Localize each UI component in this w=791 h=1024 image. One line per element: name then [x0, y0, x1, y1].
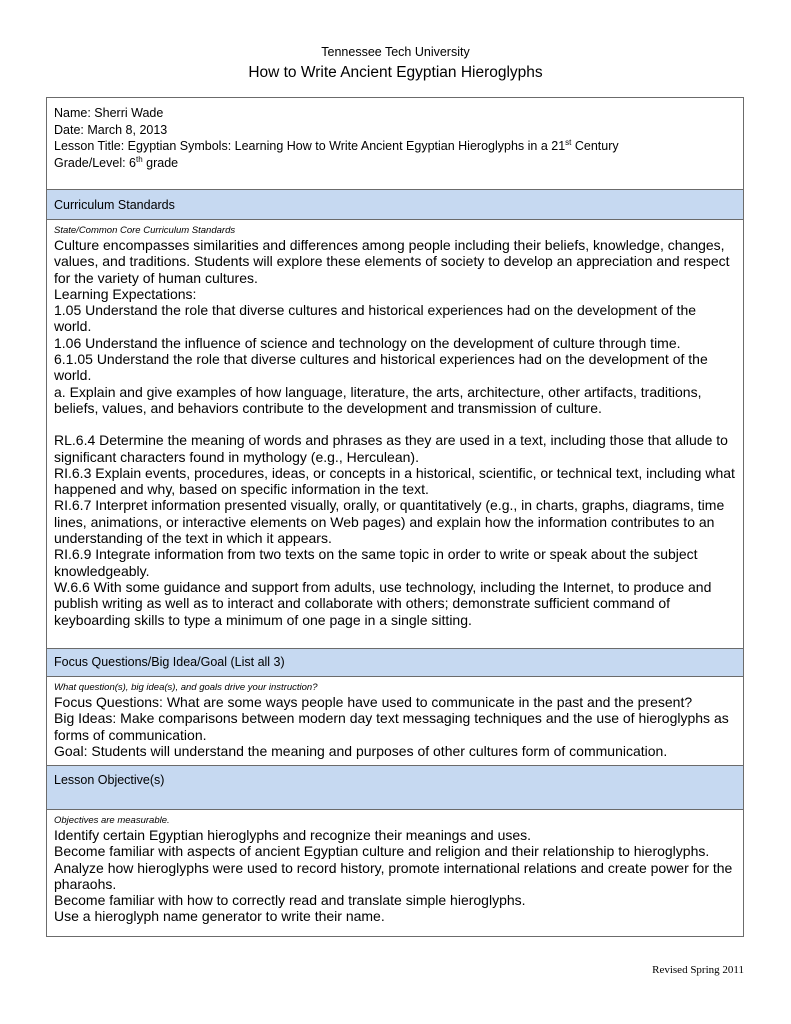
objectives-note: Objectives are measurable. — [54, 815, 170, 826]
focus-questions-heading: Focus Questions/Big Idea/Goal (List all 3) — [47, 649, 743, 677]
document-title: How to Write Ancient Egyptian Hieroglyphs — [248, 64, 543, 81]
goal-text: Goal: Students will understand the meaning and purposes of other cultures form of communication. — [54, 742, 668, 759]
lesson-plan-table — [46, 97, 744, 937]
objective-item: Analyze how hieroglyphs were used to record history, promote international relations and create power for the pharaohs. — [54, 859, 733, 892]
paragraph-gap — [54, 416, 736, 432]
objective-item: Become familiar with aspects of ancient Egyptian culture and religion and their relationship to hieroglyphs. — [54, 843, 710, 860]
curriculum-standards-heading: Curriculum Standards — [47, 190, 743, 220]
curriculum-para-2 — [54, 432, 736, 628]
focus-note: What question(s), big idea(s), and goals drive your instruction? — [54, 682, 318, 693]
lesson-objectives-heading: Lesson Objective(s) — [47, 766, 743, 810]
standard-text: RI.6.9 Integrate information from two texts on the same topic in order to write or speak about the subject knowledgeably. — [54, 546, 698, 579]
lesson-date: Date: March 8, 2013 — [54, 122, 168, 137]
standard-text: a. Explain and give examples of how language, literature, the arts, architecture, other artifacts, traditions, beliefs, values, and behaviors contribute to the development and transmission of culture. — [54, 383, 702, 416]
lesson-info-section — [47, 98, 743, 190]
focus-questions-body — [47, 677, 743, 766]
teacher-name: Name: Sherri Wade — [54, 106, 164, 120]
curriculum-note: State/Common Core Curriculum Standards — [54, 225, 236, 236]
revision-note: Revised Spring 2011 — [652, 964, 744, 976]
standard-text: 1.05 Understand the role that diverse cultures and historical experiences had on the development of the world. — [54, 302, 697, 335]
standard-text: RL.6.4 Determine the meaning of words and phrases as they are used in a text, including those that allude to significant characters found in mythology (e.g., Herculean). — [54, 432, 728, 465]
objective-item: Become familiar with how to correctly read and translate simple hieroglyphs. — [54, 892, 526, 909]
objective-item: Use a hieroglyph name generator to write their name. — [54, 908, 385, 925]
standard-text: W.6.6 With some guidance and support from adults, use technology, including the Internet, to produce and publish writing as well as to interact and collaborate with others; demonstrate sufficient command of keyboarding skills to type a minimum of one page in a single sitting. — [54, 578, 712, 628]
standard-text: Learning Expectations: — [54, 285, 197, 302]
standard-text: Culture encompasses similarities and differences among people including their beliefs, knowledge, changes, values, and traditions. Students will explore these elements of society to develop an appreciation and respect for the variety of human cultures. — [54, 237, 730, 286]
curriculum-standards-body — [47, 220, 743, 649]
institution-name: Tennessee Tech University — [321, 45, 470, 59]
standard-text: RI.6.3 Explain events, procedures, ideas, or concepts in a historical, scientific, or technical text, including what happened and why, based on specific information in the text. — [54, 464, 735, 498]
lesson-objectives-body — [47, 810, 743, 936]
grade-level: Grade/Level: 6th grade — [54, 154, 179, 170]
lesson-title: Lesson Title: Egyptian Symbols: Learning How to Write Ancient Egyptian Hieroglyphs in a 21st Century — [54, 137, 619, 153]
standard-text: RI.6.7 Interpret information presented visually, orally, or quantitatively (e.g., in charts, graphs, diagrams, time lines, animations, or interactive elements on Web pages) and explain how the information contributes to an understanding of the text in which it appears. — [54, 497, 725, 547]
focus-questions-text: Focus Questions: What are some ways people have used to communicate in the past and the present? — [54, 694, 693, 710]
objective-item: Identify certain Egyptian hieroglyphs and recognize their meanings and uses. — [54, 827, 532, 843]
standard-text: 1.06 Understand the influence of science and technology on the development of culture through time. — [54, 334, 681, 351]
standard-text: 6.1.05 Understand the role that diverse cultures and historical experiences had on the development of the world. — [54, 351, 708, 384]
curriculum-para-1 — [54, 237, 736, 416]
big-ideas-text: Big Ideas: Make comparisons between modern day text messaging techniques and the use of hieroglyphs as forms of communication. — [54, 710, 729, 743]
